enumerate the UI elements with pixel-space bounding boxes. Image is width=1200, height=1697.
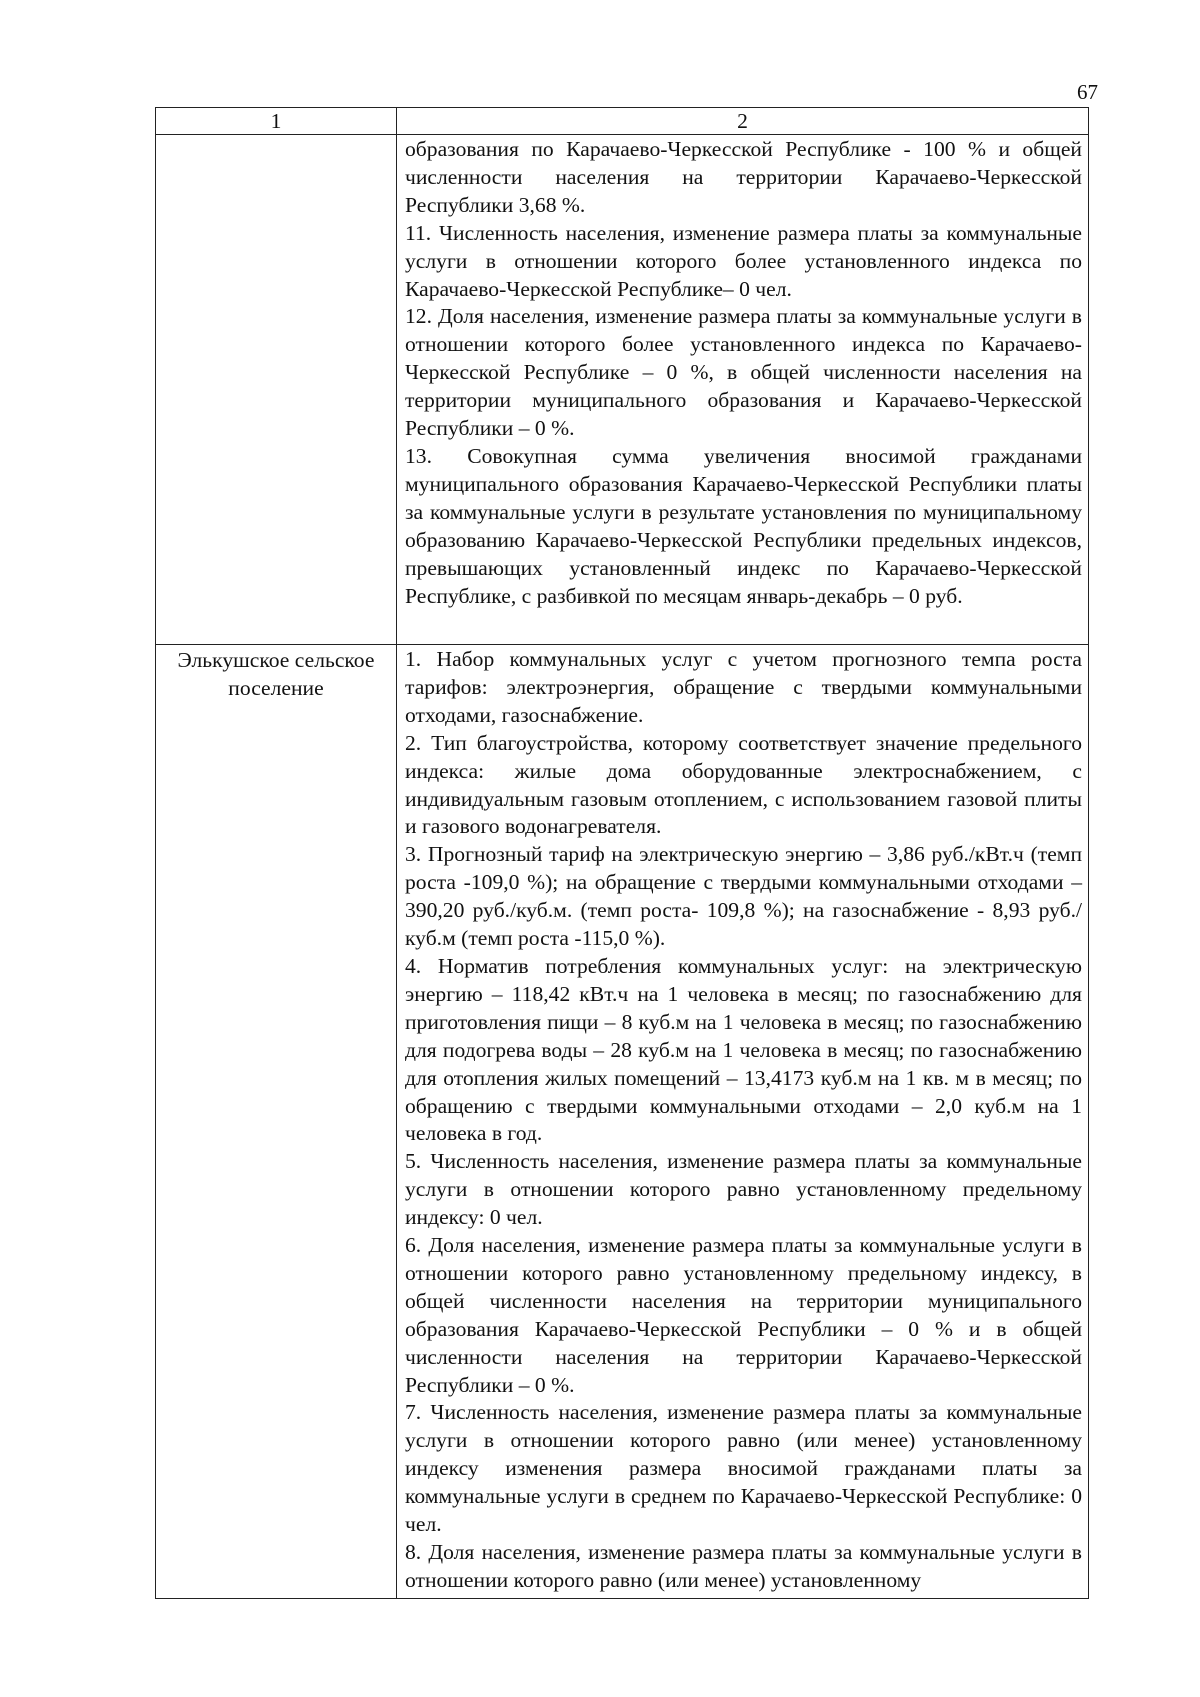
page-number: 67 xyxy=(1077,80,1098,104)
indicator-paragraph: 12. Доля населения, изменение размера платы за коммунальные услуги в отношении которого более установленного индекса по Карачаево-Черкесской Республике – 0 %, в общей численности населения на территории муниципального образования и Карачаево-Черкесской Республики – 0 %. xyxy=(405,304,1082,441)
table-row xyxy=(156,135,1089,645)
indicator-paragraph: 8. Доля населения, изменение размера платы за коммунальные услуги в отношении которого равно (или менее) установленному xyxy=(405,1540,1082,1592)
table-header-col-2: 2 xyxy=(397,108,1089,135)
municipality-name-cell xyxy=(156,135,397,645)
indicator-paragraph: образования по Карачаево-Черкесской Республике - 100 % и общей численности населения на территории Карачаево-Черкесской Республики 3,68 %. xyxy=(405,137,1082,217)
table-header-row xyxy=(156,108,1089,135)
indicators-cell xyxy=(397,135,1089,645)
document-table xyxy=(155,107,1089,1599)
indicator-paragraph: 6. Доля населения, изменение размера платы за коммунальные услуги в отношении которого равно установленному предельному индексу, в общей численности населения на территории муниципального образования Карачаево-Черкесской Республики – 0 % и в общей численности населения на территории Карачаево-Черкесской Республики – 0 %. xyxy=(405,1233,1082,1397)
indicator-paragraph: 4. Норматив потребления коммунальных услуг: на электрическую энергию – 118,42 кВт.ч на 1 человека в месяц; по газоснабжению для приготовления пищи – 8 куб.м на 1 человека в месяц; по газоснабжению для подогрева воды – 28 куб.м на 1 человека в месяц; по газоснабжению для отопления жилых помещений – 13,4173 куб.м на 1 кв. м в месяц; по обращению с твердыми коммунальными отходами – 2,0 куб.м на 1 человека в год. xyxy=(405,953,1082,1146)
table-row xyxy=(156,645,1089,1599)
indicators-cell xyxy=(397,645,1089,1599)
indicator-paragraph: 5. Численность населения, изменение размера платы за коммунальные услуги в отношении которого равно установленному предельному индексу: 0 чел. xyxy=(405,1149,1082,1230)
indicator-paragraph: 1. Набор коммунальных услуг с учетом прогнозного темпа роста тарифов: электроэнергия, обращение с твердыми коммунальными отходами, газоснабжение. xyxy=(405,647,1082,727)
table-header-col-1: 1 xyxy=(156,108,397,135)
indicator-paragraph: 11. Численность населения, изменение размера платы за коммунальные услуги в отношении которого более установленного индекса по Карачаево-Черкесской Республике– 0 чел. xyxy=(405,220,1082,301)
indicator-paragraph: 2. Тип благоустройства, которому соответствует значение предельного индекса: жилые дома оборудованные электроснабжением, с индивидуальным газовым отоплением, с использованием газовой плиты и газового водонагревателя. xyxy=(405,730,1082,839)
indicator-paragraph: 7. Численность населения, изменение размера платы за коммунальные услуги в отношении которого равно (или менее) установленному индексу изменения размера вносимой гражданами платы за коммунальные услуги в среднем по Карачаево-Черкесской Республике: 0 чел. xyxy=(405,1400,1082,1537)
indicator-paragraph: 13. Совокупная сумма увеличения вносимой гражданами муниципального образования Карачаево-Черкесской Республики платы за коммунальные услуги в результате установления по муниципальному образованию Карачаево-Черкесской Республики предельных индексов, превышающих установленный индекс по Карачаево-Черкесской Республике, с разбивкой по месяцам январь-декабрь – 0 руб. xyxy=(405,443,1082,608)
indicator-paragraph: 3. Прогнозный тариф на электрическую энергию – 3,86 руб./кВт.ч (темп роста -109,0 %); на обращение с твердыми коммунальными отходами – 390,20 руб./куб.м. (темп роста- 109,8 %); на газоснабжение - 8,93 руб./куб.м (темп роста -115,0 %). xyxy=(405,842,1082,951)
municipality-name-cell: Элькушское сельское поселение xyxy=(156,645,397,1599)
